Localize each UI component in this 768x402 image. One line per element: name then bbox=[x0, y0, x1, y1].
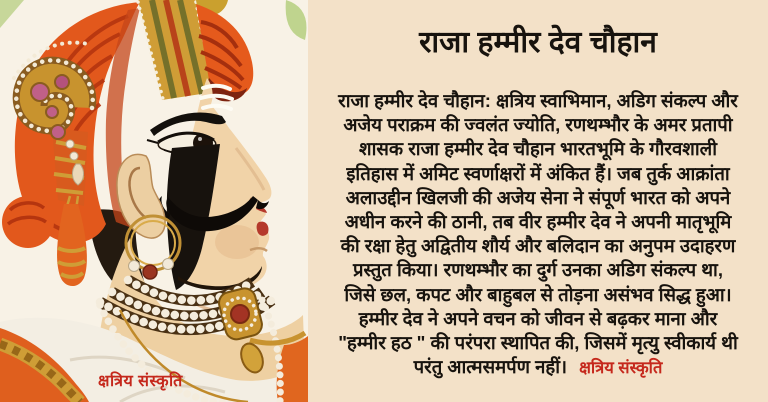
paragraph-line: अलाउद्दीन खिलजी की अजेय सेना ने संपूर्ण भारत को अपने bbox=[345, 186, 731, 208]
paragraph-line: जिसे छल, कपट और बाहुबल से तोड़ना असंभव सिद्ध हुआ। bbox=[344, 283, 732, 305]
paragraph-line: हम्मीर देव ने अपने वचन को जीवन से बढ़कर माना और bbox=[358, 307, 718, 329]
paragraph-line-end: परंतु आत्मसमर्पण नहीं। bbox=[413, 356, 568, 378]
paragraph-line: प्रस्तुत किया। रणथम्भौर का दुर्ग उनका अडिग संकल्प था, bbox=[353, 259, 723, 281]
watermark-text: क्षत्रिय संस्कृति bbox=[98, 373, 183, 390]
paragraph-line: राजा हम्मीर देव चौहान: क्षत्रिय स्वाभिमान, अडिग संकल्प और bbox=[338, 90, 738, 111]
paragraph-line: अधीन करने की ठानी, तब वीर हम्मीर देव ने अपनी मातृभूमि bbox=[344, 211, 732, 233]
portrait-illustration bbox=[0, 0, 308, 402]
page-title: राजा हम्मीर देव चौहान bbox=[419, 26, 657, 59]
paragraph-last-line bbox=[308, 355, 768, 380]
paragraph-line: "हम्मीर हठ " की परंपरा स्थापित की, जिसमें मृत्यु स्वीकार्य थी bbox=[338, 332, 738, 354]
paragraph-line: इतिहास में अमिट स्वर्णाक्षरों में अंकित हैं। जब तुर्क आक्रांता bbox=[346, 162, 730, 184]
text-panel bbox=[308, 0, 768, 402]
portrait-panel bbox=[0, 0, 308, 402]
article-paragraph bbox=[308, 89, 768, 380]
credit-text: क्षत्रिय संस्कृति bbox=[579, 359, 663, 378]
paragraph-line: अजेय पराक्रम की ज्वलंत ज्योति, रणथम्भौर के अमर प्रतापी bbox=[343, 114, 733, 136]
paragraph-line: की रक्षा हेतु अद्वितीय शौर्य और बलिदान का अनुपम उदाहरण bbox=[340, 235, 736, 257]
paragraph-line: शासक राजा हम्मीर देव चौहान भारतभूमि के गौरवशाली bbox=[359, 138, 717, 160]
